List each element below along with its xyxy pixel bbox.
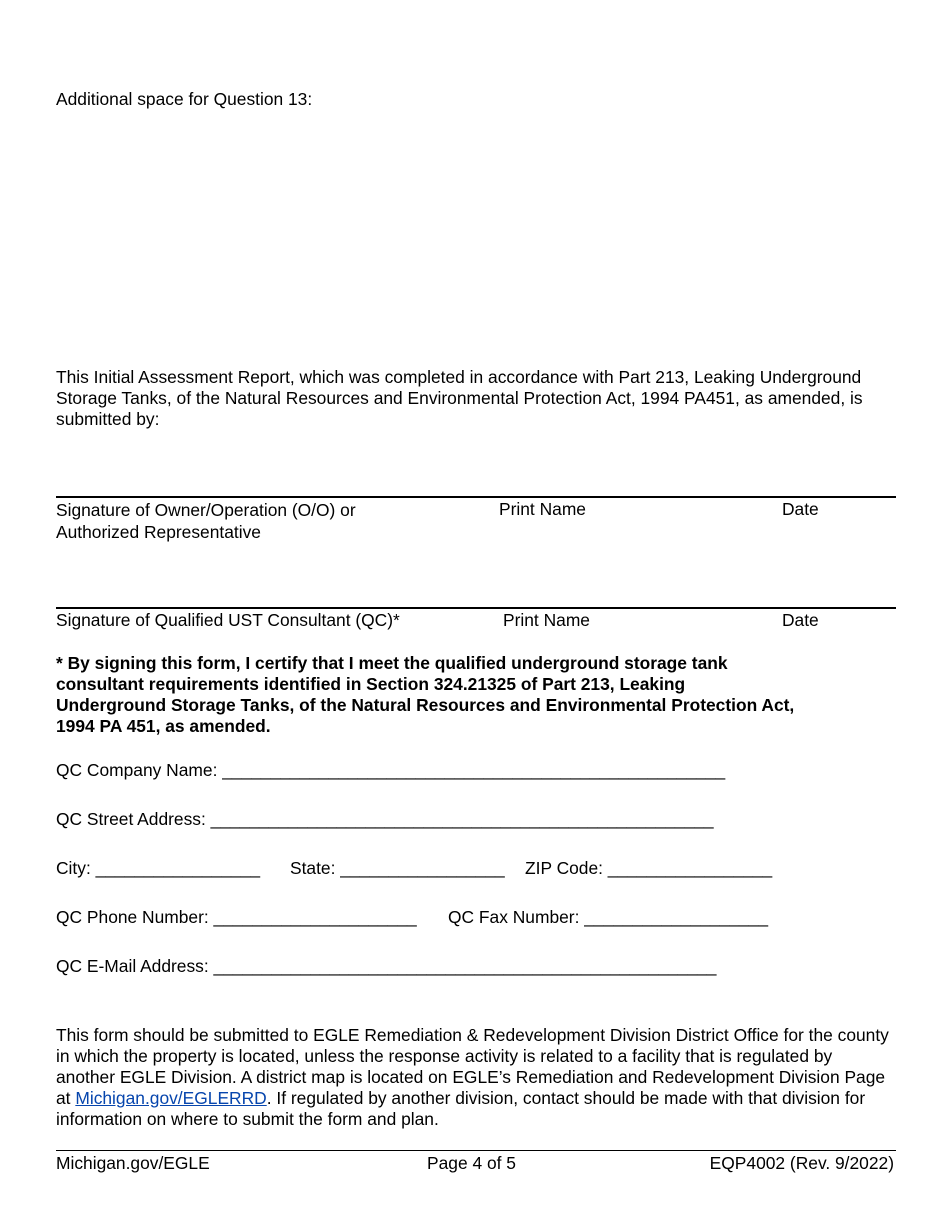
owner-signature-line[interactable]	[56, 496, 896, 498]
owner-signature-label-line1: Signature of Owner/Operation (O/O) or	[56, 500, 356, 520]
consultant-signature-label: Signature of Qualified UST Consultant (QC)*	[56, 610, 400, 630]
submission-text-after-link: . If regulated by another division, contact should be made with that division for information on where to submit the form and plan.	[56, 1088, 866, 1129]
state-field[interactable]: State: _________________	[290, 858, 505, 878]
consultant-signature-line[interactable]	[56, 607, 896, 609]
owner-date-label: Date	[782, 499, 819, 519]
owner-signature-label	[56, 499, 356, 543]
footer-page-number: Page 4 of 5	[427, 1153, 516, 1173]
zip-code-field[interactable]: ZIP Code: _________________	[525, 858, 773, 878]
egle-rrd-link[interactable]: Michigan.gov/EGLERRD	[75, 1088, 267, 1108]
additional-space-label: Additional space for Question 13:	[56, 89, 313, 109]
consultant-date-label: Date	[782, 610, 819, 630]
owner-print-name-label: Print Name	[499, 499, 586, 519]
footer-website: Michigan.gov/EGLE	[56, 1153, 210, 1173]
submission-instructions	[56, 1025, 896, 1130]
footer-divider	[56, 1150, 896, 1151]
footer-form-number: EQP4002 (Rev. 9/2022)	[709, 1153, 894, 1173]
city-field[interactable]: City: _________________	[56, 858, 261, 878]
qc-phone-number-field[interactable]: QC Phone Number: _____________________	[56, 907, 417, 927]
owner-signature-label-line2: Authorized Representative	[56, 522, 261, 542]
consultant-print-name-label: Print Name	[503, 610, 590, 630]
qc-email-address-field[interactable]: QC E-Mail Address: ____________________________________________________	[56, 956, 717, 976]
qc-fax-number-field[interactable]: QC Fax Number: ___________________	[448, 907, 769, 927]
qc-street-address-field[interactable]: QC Street Address: ____________________________________________________	[56, 809, 714, 829]
qc-company-name-field[interactable]: QC Company Name: ____________________________________________________	[56, 760, 726, 780]
submission-text-before-link: This form should be submitted to EGLE Remediation & Redevelopment Division District Office for the county in which the property is located, unless the response activity is related to a facility that is regulated by another EGLE Division. A district map is located on EGLE’s Remediation and Redevelopment Division Page at	[56, 1025, 889, 1108]
submission-statement: This Initial Assessment Report, which was completed in accordance with Part 213, Leaking Underground Storage Tanks, of the Natural Resources and Environmental Protection Act, 1994 PA451, as amended, is submitted by:	[56, 367, 863, 429]
certification-statement: * By signing this form, I certify that I meet the qualified underground storage tank consultant requirements identified in Section 324.21325 of Part 213, Leaking Underground Storage Tanks, of the Natural Resources and Environmental Protection Act, 1994 PA 451, as amended.	[56, 653, 795, 736]
